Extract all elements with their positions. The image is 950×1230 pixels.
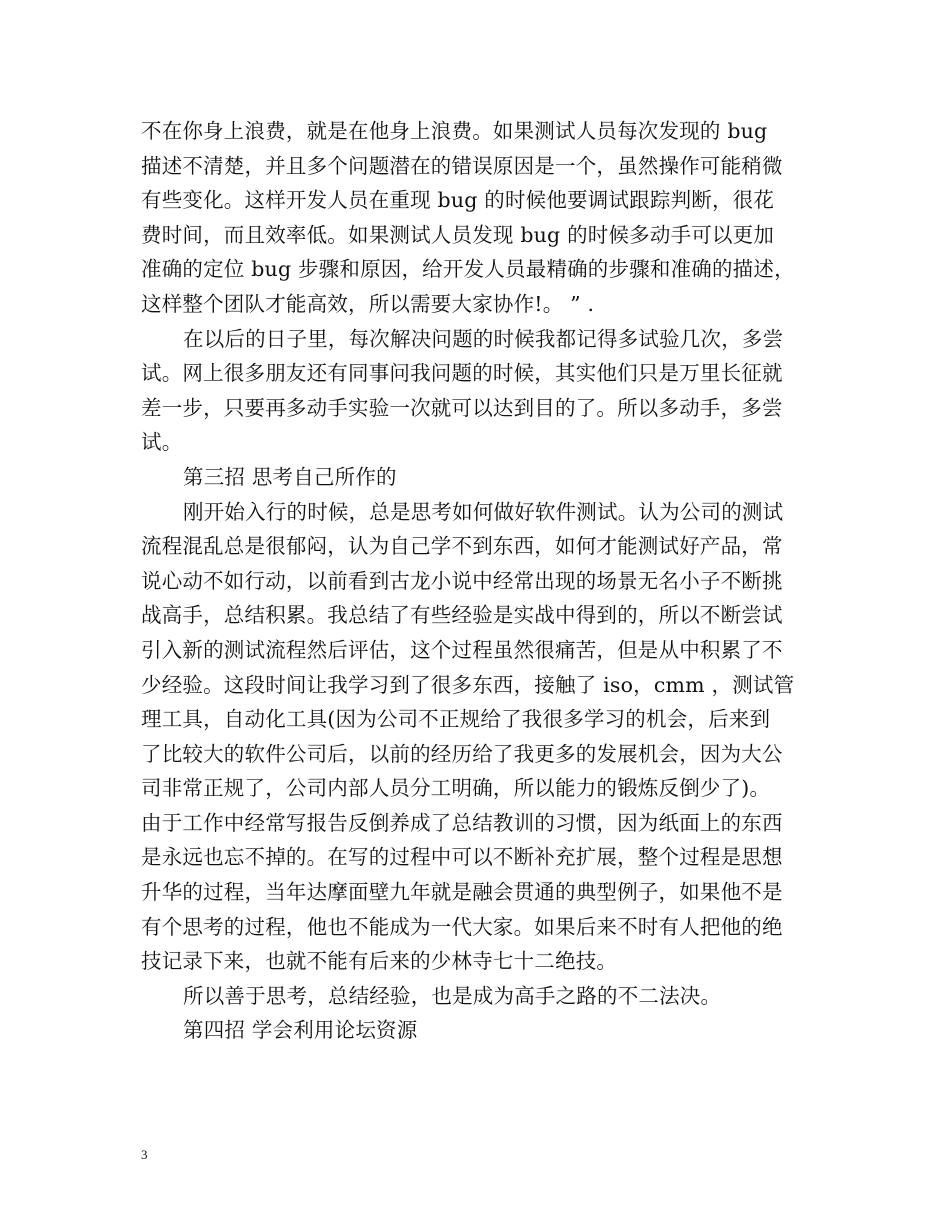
section-heading: 第三招 思考自己所作的 xyxy=(183,464,397,489)
text-line: 流程混乱总是很郁闷，认为自己学不到东西，如何才能测试好产品，常 xyxy=(141,534,783,559)
text-line: 有个思考的过程，他也不能成为一代大家。如果后来不时有人把他的绝 xyxy=(141,914,783,939)
text-line: 说心动不如行动，以前看到古龙小说中经常出现的场景无名小子不断挑 xyxy=(141,568,783,593)
text-line: 了比较大的软件公司后，以前的经历给了我更多的发展机会，因为大公 xyxy=(141,741,783,766)
text-line: 少经验。这段时间让我学习到了很多东西，接触了 iso，cmm ，测试管 xyxy=(141,672,795,697)
text-line: 差一步，只要再多动手实验一次就可以达到目的了。所以多动手，多尝 xyxy=(141,395,783,420)
text-line: 有些变化。这样开发人员在重现 bug 的时候他要调试跟踪判断，很花 xyxy=(141,188,775,213)
page-number: 3 xyxy=(141,1147,148,1162)
text-line: 由于工作中经常写报告反倒养成了总结教训的习惯，因为纸面上的东西 xyxy=(141,810,783,835)
body-text xyxy=(141,114,831,1048)
text-line: 这样整个团队才能高效，所以需要大家协作!。 ” . xyxy=(141,291,595,316)
paragraph-first-line: 刚开始入行的时候，总是思考如何做好软件测试。认为公司的测试 xyxy=(183,499,784,524)
text-line: 试。网上很多朋友还有同事问我问题的时候，其实他们只是万里长征就 xyxy=(141,361,783,386)
text-line: 准确的定位 bug 步骤和原因，给开发人员最精确的步骤和准确的描述， xyxy=(141,257,795,282)
text-line: 是永远也忘不掉的。在写的过程中可以不断补充扩展，整个过程是思想 xyxy=(141,845,783,870)
text-line: 试。 xyxy=(141,430,183,455)
text-line: 升华的过程，当年达摩面壁九年就是融会贯通的典型例子，如果他不是 xyxy=(141,880,783,905)
text-line: 理工具，自动化工具(因为公司不正规给了我很多学习的机会，后来到 xyxy=(141,707,771,732)
text-line: 战高手，总结积累。我总结了有些经验是实战中得到的，所以不断尝试 xyxy=(141,603,783,628)
text-line: 费时间，而且效率低。如果测试人员发现 bug 的时候多动手可以更加 xyxy=(141,222,775,247)
text-line: 不在你身上浪费，就是在他身上浪费。如果测试人员每次发现的 bug xyxy=(141,119,768,143)
text-line: 描述不清楚，并且多个问题潜在的错误原因是一个，虽然操作可能稍微 xyxy=(141,153,783,178)
text-line: 引入新的测试流程然后评估，这个过程虽然很痛苦，但是从中积累了不 xyxy=(141,637,783,662)
paragraph-first-line: 在以后的日子里，每次解决问题的时候我都记得多试验几次，多尝 xyxy=(183,326,784,351)
paragraph-first-line: 所以善于思考，总结经验，也是成为高手之路的不二法决。 xyxy=(183,983,722,1008)
text-line: 技记录下来，也就不能有后来的少林寺七十二绝技。 xyxy=(141,949,618,974)
section-heading: 第四招 学会利用论坛资源 xyxy=(183,1018,418,1043)
text-line: 司非常正规了，公司内部人员分工明确，所以能力的锻炼反倒少了)。 xyxy=(141,776,771,801)
